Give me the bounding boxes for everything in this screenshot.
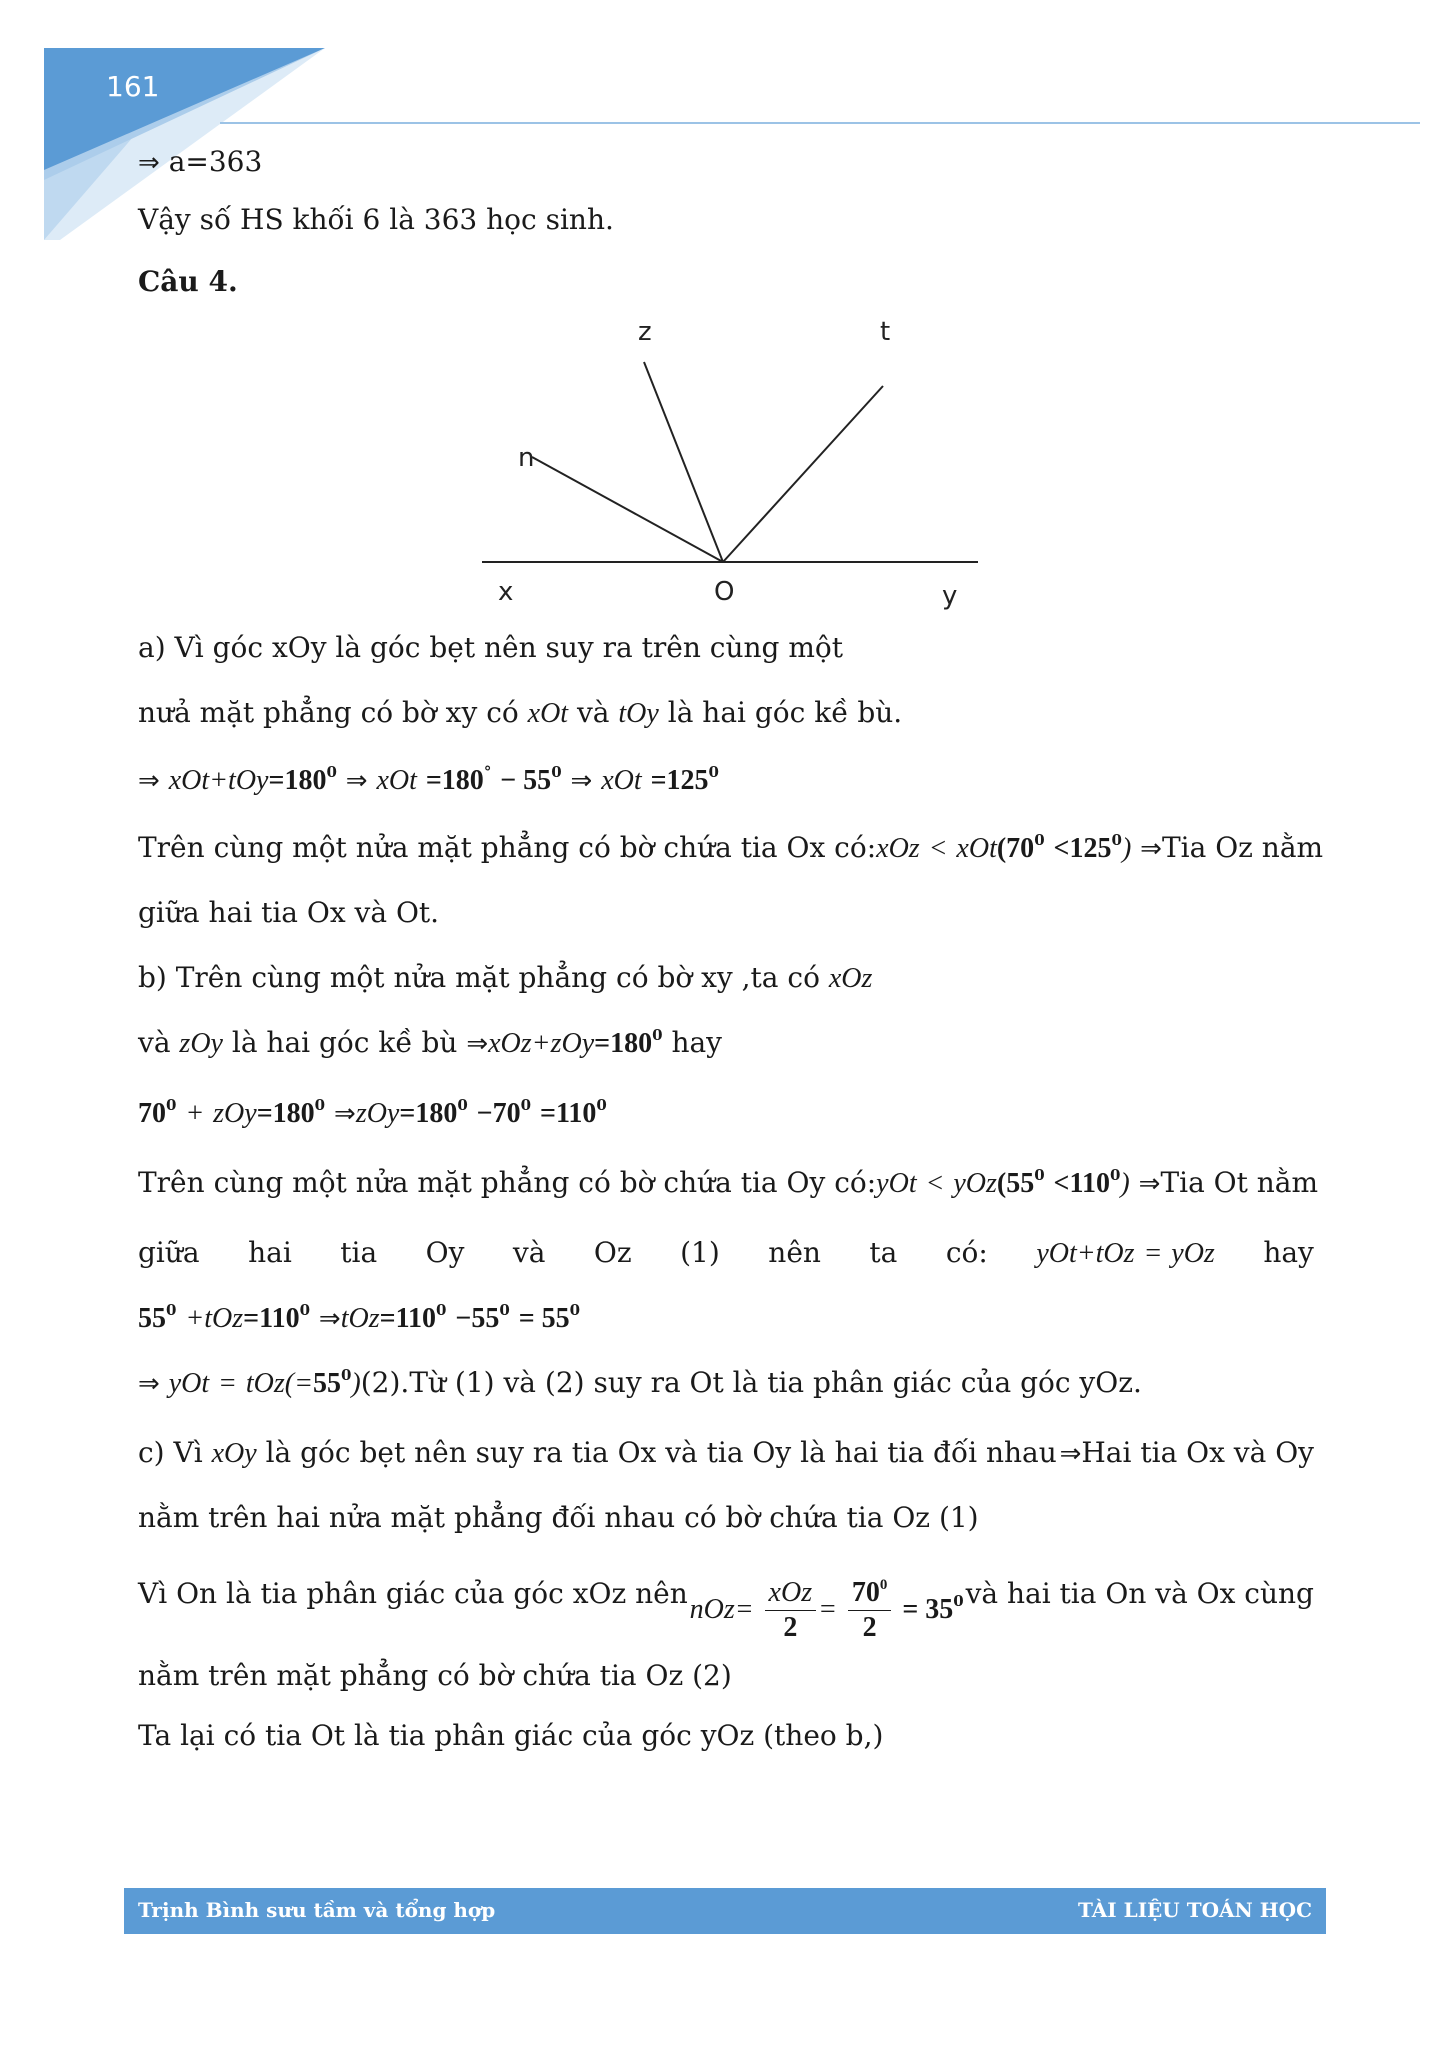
math: yOt <box>876 1168 917 1199</box>
math: =125 <box>650 765 709 796</box>
degree: 0 <box>879 1577 888 1593</box>
label-y: y <box>942 581 958 611</box>
text-line <box>138 1025 722 1062</box>
degree: 0 <box>499 1301 510 1319</box>
word: nên <box>768 1236 821 1269</box>
text: là hai góc kề bù <box>231 1026 458 1059</box>
word: có: <box>945 1236 988 1269</box>
word: giữa <box>138 1236 200 1269</box>
text: và <box>138 1026 171 1059</box>
math: tOz <box>204 1303 244 1334</box>
text: Trên cùng một nửa mặt phẳng có bờ chứa tia Oy có: <box>138 1166 877 1199</box>
math: =110 <box>243 1303 300 1334</box>
math: (55 <box>996 1168 1035 1199</box>
math: + <box>531 1028 551 1059</box>
text: và <box>576 696 610 729</box>
page-number: 161 <box>106 70 160 103</box>
math: −55 <box>455 1303 500 1334</box>
label-n: n <box>518 443 535 473</box>
word: Oy <box>425 1236 465 1269</box>
implies-symbol: ⇒ <box>138 1369 160 1399</box>
math: = <box>818 1594 837 1625</box>
math: + <box>185 1098 205 1129</box>
text-line: Ta lại có tia Ot là tia phân giác của góc yOz (theo b,) <box>138 1719 884 1752</box>
implies-symbol: ⇒ <box>138 766 160 796</box>
text-line: a) Vì góc xOy là góc bẹt nên suy ra trên cùng một <box>138 631 843 664</box>
math: + <box>1076 1238 1096 1269</box>
text: nưả mặt phẳng có bờ xy có <box>138 696 519 729</box>
math: + <box>209 765 229 796</box>
implies-symbol: ⇒ <box>1059 1439 1082 1469</box>
word: tia <box>340 1236 378 1269</box>
degree: 0 <box>652 1026 663 1044</box>
equation-line <box>138 1300 580 1337</box>
degree: 0 <box>326 763 337 781</box>
math: xOt <box>376 765 417 796</box>
math: tOz <box>340 1303 380 1334</box>
math: =180 <box>256 1098 315 1129</box>
implies-symbol: ⇒ <box>345 766 368 796</box>
text-line <box>138 1165 1319 1202</box>
footer-bar <box>124 1888 1326 1934</box>
label-x: x <box>498 577 514 607</box>
math: xOt <box>168 765 210 796</box>
degree: 0 <box>1034 831 1045 849</box>
fraction <box>848 1576 892 1645</box>
degree: 0 <box>340 1366 352 1384</box>
math: =110 <box>539 1098 597 1129</box>
text-line <box>138 695 902 732</box>
math: yOt <box>1036 1238 1077 1269</box>
label-o: O <box>714 577 735 607</box>
math: −70 <box>476 1098 521 1129</box>
text: Trên cùng một nửa mặt phẳng có bờ chứa tia Ox có: <box>138 831 877 864</box>
implies-symbol: ⇒ <box>334 1099 356 1129</box>
math: zOy <box>213 1098 257 1129</box>
math: < <box>925 1168 945 1199</box>
math: tOy <box>618 698 659 729</box>
degree: 0 <box>596 1096 607 1114</box>
word: và <box>512 1236 546 1269</box>
math: xOz <box>876 833 920 864</box>
degree: 0 <box>1034 1166 1045 1184</box>
math: 70 <box>851 1577 880 1608</box>
math: + <box>185 1303 205 1334</box>
math-group <box>690 1576 964 1645</box>
text-line <box>138 830 1324 867</box>
text-line <box>138 1435 1314 1472</box>
degree: 0 <box>436 1301 447 1319</box>
text: hay <box>671 1026 722 1059</box>
math: ) <box>351 1368 361 1399</box>
math-group <box>876 1165 1318 1202</box>
text: b) Trên cùng một nửa mặt phẳng có bờ xy ,ta có <box>138 961 820 994</box>
text-group <box>138 1435 1057 1472</box>
label-t: t <box>880 317 891 347</box>
math: =180 <box>268 765 327 796</box>
math: tOz <box>1095 1238 1135 1269</box>
degree: 0 <box>520 1096 532 1114</box>
degree: 0 <box>166 1301 177 1319</box>
math: =180 <box>594 1028 653 1059</box>
math: xOt <box>956 833 997 864</box>
degree: 0 <box>708 763 719 781</box>
text: là hai góc kề bù. <box>667 696 903 729</box>
angle-figure <box>470 300 990 620</box>
text-line <box>138 1576 1314 1645</box>
implies-symbol: ⇒ <box>570 766 593 796</box>
text-line: nằm trên hai nửa mặt phẳng đối nhau có bờ chứa tia Oz (1) <box>138 1501 979 1534</box>
implies-symbol: ⇒ <box>318 1304 341 1334</box>
degree: 0 <box>314 1096 326 1114</box>
math: =180 <box>399 1098 458 1129</box>
text-line: Vậy số HS khối 6 là 363 học sinh. <box>138 203 614 236</box>
math: xOz <box>488 1028 532 1059</box>
math: 55 <box>312 1368 341 1399</box>
text: c) Vì <box>138 1436 203 1469</box>
degree: 0 <box>569 1301 581 1319</box>
text: Hai tia Ox và Oy <box>1081 1436 1314 1469</box>
denominator: 2 <box>862 1612 877 1643</box>
text-line <box>138 144 262 181</box>
math: yOt <box>168 1368 210 1399</box>
section-heading: Câu 4. <box>138 265 238 298</box>
degree: 0 <box>1111 831 1122 849</box>
label-z: z <box>638 317 652 347</box>
implies-symbol: ⇒ <box>138 148 160 178</box>
math: yOz <box>953 1168 997 1199</box>
math: <125 <box>1053 833 1112 864</box>
math: < <box>928 833 948 864</box>
math: (70 <box>996 833 1035 864</box>
math: = <box>218 1368 237 1399</box>
math: =180 <box>425 765 484 796</box>
math: − 55 <box>500 765 552 796</box>
math: =110 <box>379 1303 437 1334</box>
text: a=363 <box>168 145 263 178</box>
numerator <box>848 1576 892 1611</box>
math-group <box>1036 1235 1215 1272</box>
equation-line <box>138 1095 607 1132</box>
math: zOy <box>355 1098 400 1129</box>
implies-symbol: ⇒ <box>1140 834 1162 864</box>
equation-line <box>138 762 719 799</box>
math: = 35 <box>902 1594 954 1625</box>
text: Vì On là tia phân giác của góc xOz nên <box>138 1577 688 1610</box>
implies-symbol: ⇒ <box>466 1029 489 1059</box>
fraction <box>765 1576 817 1645</box>
degree: 0 <box>166 1096 177 1114</box>
math: yOz <box>1171 1238 1215 1269</box>
math: nOz <box>689 1594 735 1625</box>
math: <110 <box>1053 1168 1110 1199</box>
word: (1) <box>680 1236 720 1269</box>
math: xOz <box>828 963 873 994</box>
text-line <box>138 1235 1314 1272</box>
text: (2).Từ (1) và (2) suy ra Ot là tia phân giác của góc yOz. <box>360 1366 1142 1399</box>
math: = 55 <box>518 1303 570 1334</box>
word: hai <box>248 1236 292 1269</box>
math: ) <box>1120 1168 1130 1199</box>
text: là góc bẹt nên suy ra tia Ox và tia Oy là hai tia đối nhau <box>265 1436 1057 1469</box>
text-group <box>1060 1435 1314 1472</box>
degree: 0 <box>1109 1166 1121 1184</box>
degree: 0 <box>299 1301 311 1319</box>
degree: 0 <box>551 763 562 781</box>
math: = <box>1143 1238 1163 1269</box>
text: và hai tia On và Ox cùng <box>965 1577 1314 1610</box>
math: tOz <box>245 1368 285 1399</box>
word: Oz <box>593 1236 632 1269</box>
math: 55 <box>138 1303 166 1334</box>
text-line <box>138 960 872 997</box>
text-line: giữa hai tia Ox và Ot. <box>138 896 440 929</box>
math: xOt <box>527 698 569 729</box>
math: tOy <box>228 765 269 796</box>
degree: 0 <box>953 1592 964 1610</box>
footer-author: Trịnh Bình sưu tầm và tổng hợp <box>138 1898 496 1922</box>
word: hay <box>1263 1236 1314 1269</box>
math: 70 <box>138 1098 166 1129</box>
implies-symbol: ⇒ <box>1138 1169 1161 1199</box>
text-line: nằm trên mặt phẳng có bờ chứa tia Oz (2) <box>138 1659 732 1692</box>
text: Tia Oz nằm <box>1161 831 1324 864</box>
footer-title: TÀI LIỆU TOÁN HỌC <box>1078 1898 1312 1922</box>
math: zOy <box>550 1028 595 1059</box>
word: ta <box>869 1236 898 1269</box>
numerator: xOz <box>765 1576 817 1611</box>
math: xOt <box>601 765 642 796</box>
math: (= <box>284 1368 313 1399</box>
degree: ° <box>483 763 492 781</box>
math-group <box>876 830 1323 867</box>
denominator: 2 <box>783 1612 798 1643</box>
math: = <box>734 1594 754 1625</box>
math: xOy <box>211 1438 257 1469</box>
degree: 0 <box>457 1096 468 1114</box>
math: zOy <box>179 1028 223 1059</box>
math: ) <box>1121 833 1132 864</box>
text-line <box>138 1365 1142 1402</box>
text: Tia Ot nằm <box>1160 1166 1319 1199</box>
